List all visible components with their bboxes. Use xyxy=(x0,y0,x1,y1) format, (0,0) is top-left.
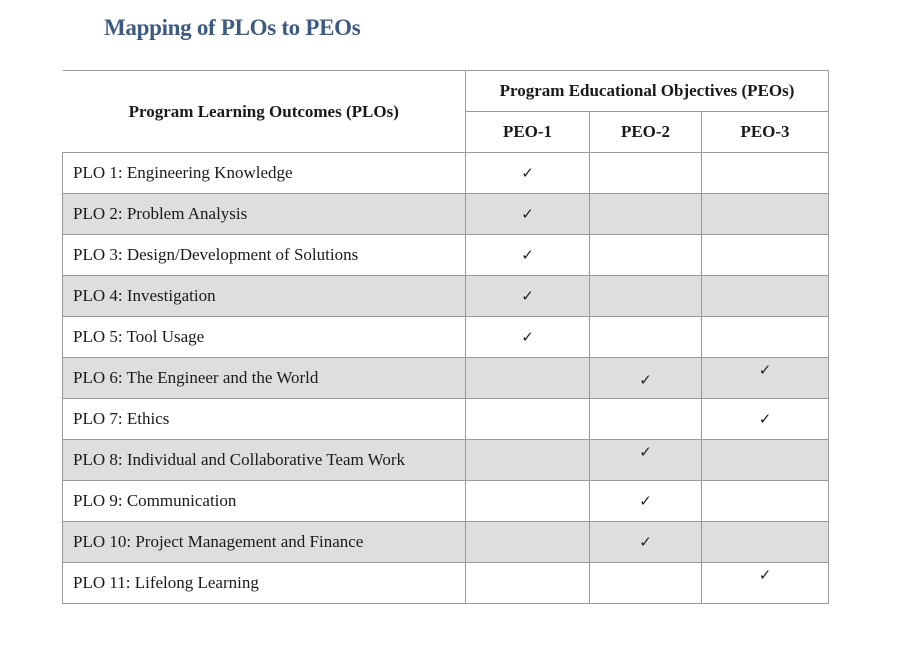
peo-3-cell xyxy=(702,563,829,604)
peo-2-cell xyxy=(590,563,702,604)
peo-1-cell xyxy=(466,317,590,358)
peo-3-cell xyxy=(702,235,829,276)
table-row xyxy=(63,153,829,194)
plo-label: PLO 3: Design/Development of Solutions xyxy=(63,235,466,276)
peo-1-cell xyxy=(466,399,590,440)
peo-1-cell xyxy=(466,358,590,399)
peo-3-cell xyxy=(702,440,829,481)
peo-2-cell xyxy=(590,522,702,563)
table-row xyxy=(63,481,829,522)
peo-1-cell xyxy=(466,522,590,563)
header-objectives: Program Educational Objectives (PEOs) xyxy=(466,71,829,112)
table-row xyxy=(63,194,829,235)
table-row xyxy=(63,235,829,276)
peo-1-cell xyxy=(466,194,590,235)
plo-label: PLO 1: Engineering Knowledge xyxy=(63,153,466,194)
check-mark-icon: ✓ xyxy=(521,205,534,223)
peo-2-cell xyxy=(590,153,702,194)
check-mark-icon: ✓ xyxy=(758,566,772,584)
peo-3-cell xyxy=(702,153,829,194)
check-mark-icon: ✓ xyxy=(758,410,772,428)
check-mark-icon: ✓ xyxy=(639,533,652,551)
table-body xyxy=(63,153,829,604)
peo-2-cell xyxy=(590,317,702,358)
peo-3-cell xyxy=(702,194,829,235)
plo-label: PLO 8: Individual and Collaborative Team Work xyxy=(63,440,466,481)
table-row xyxy=(63,563,829,604)
peo-1-cell xyxy=(466,276,590,317)
peo-2-cell xyxy=(590,440,702,481)
peo-1-cell xyxy=(466,481,590,522)
plo-label: PLO 5: Tool Usage xyxy=(63,317,466,358)
peo-3-cell xyxy=(702,276,829,317)
table-row xyxy=(63,399,829,440)
peo-3-cell xyxy=(702,399,829,440)
table-row xyxy=(63,358,829,399)
peo-3-cell xyxy=(702,481,829,522)
table-row xyxy=(63,440,829,481)
plo-label: PLO 4: Investigation xyxy=(63,276,466,317)
header-peo-3: PEO-3 xyxy=(702,112,829,153)
plo-label: PLO 10: Project Management and Finance xyxy=(63,522,466,563)
table-row xyxy=(63,317,829,358)
plo-label: PLO 9: Communication xyxy=(63,481,466,522)
plo-label: PLO 2: Problem Analysis xyxy=(63,194,466,235)
peo-2-cell xyxy=(590,358,702,399)
peo-2-cell xyxy=(590,276,702,317)
peo-3-cell xyxy=(702,317,829,358)
header-peo-1: PEO-1 xyxy=(466,112,590,153)
peo-3-cell xyxy=(702,522,829,563)
table-row xyxy=(63,522,829,563)
check-mark-icon: ✓ xyxy=(639,371,652,390)
page-title: Mapping of PLOs to PEOs xyxy=(104,15,361,40)
header-outcomes: Program Learning Outcomes (PLOs) xyxy=(63,71,466,153)
peo-1-cell xyxy=(466,563,590,604)
check-mark-icon: ✓ xyxy=(521,164,534,182)
check-mark-icon: ✓ xyxy=(639,492,652,510)
peo-2-cell xyxy=(590,235,702,276)
check-mark-icon: ✓ xyxy=(521,246,534,264)
peo-2-cell xyxy=(590,399,702,440)
peo-3-cell xyxy=(702,358,829,399)
peo-1-cell xyxy=(466,440,590,481)
table-row xyxy=(63,276,829,317)
check-mark-icon: ✓ xyxy=(521,328,534,346)
peo-2-cell xyxy=(590,194,702,235)
check-mark-icon: ✓ xyxy=(521,287,534,305)
plo-label: PLO 6: The Engineer and the World xyxy=(63,358,466,399)
header-peo-2: PEO-2 xyxy=(590,112,702,153)
plo-label: PLO 7: Ethics xyxy=(63,399,466,440)
peo-2-cell xyxy=(590,481,702,522)
plo-label: PLO 11: Lifelong Learning xyxy=(63,563,466,604)
peo-1-cell xyxy=(466,153,590,194)
plo-peo-mapping-table xyxy=(62,70,829,604)
check-mark-icon: ✓ xyxy=(639,443,652,461)
check-mark-icon: ✓ xyxy=(758,361,772,379)
peo-1-cell xyxy=(466,235,590,276)
